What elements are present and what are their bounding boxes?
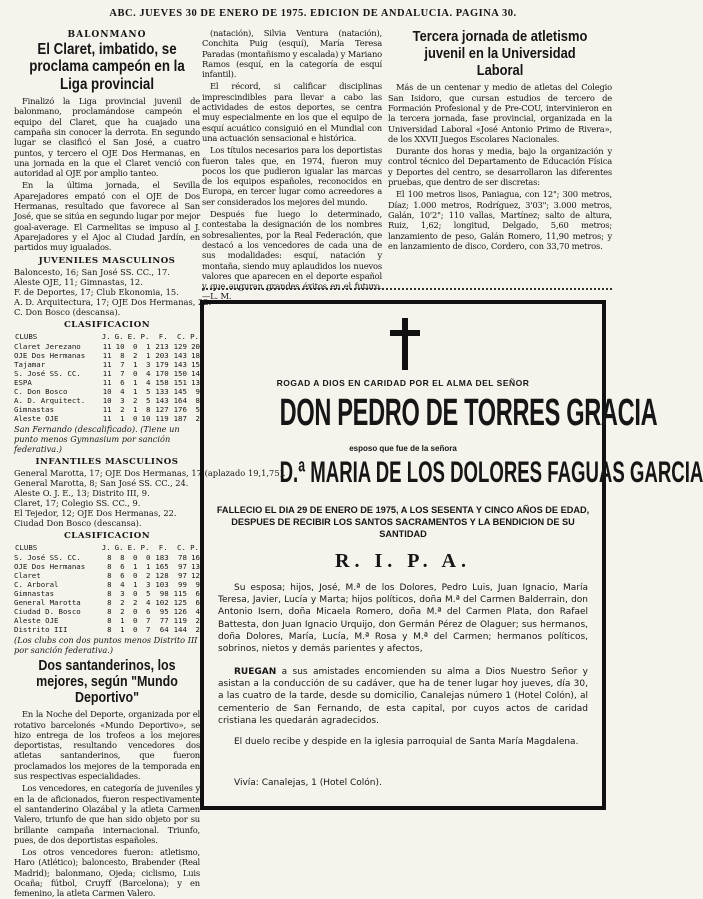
spouse-name: D.ª MARIA DE LOS DOLORES FAGUAS GARCIA xyxy=(279,456,703,489)
deceased-name: DON PEDRO DE TORRES GRACIA xyxy=(279,392,658,434)
table-cell: 143 xyxy=(155,395,169,405)
result-line: Aleste O. J. E., 13; Distrito III, 9. xyxy=(14,487,150,498)
section-divider xyxy=(202,288,612,296)
table-cell: 2 xyxy=(133,350,138,360)
table-cell: 143 xyxy=(173,350,187,360)
table-cell: 6 xyxy=(195,588,200,598)
table-cell: 115 xyxy=(173,588,187,598)
table-cell: 64 xyxy=(159,624,169,634)
cross-icon xyxy=(388,318,422,370)
table-cell: 1 xyxy=(133,386,138,396)
table-cell: 7 xyxy=(146,624,151,634)
table-header-cell: G. xyxy=(114,542,124,552)
funeral-request xyxy=(218,666,588,727)
table-cell: OJE Dos Hermanas xyxy=(14,350,86,360)
table-cell: Claret Jerezano xyxy=(14,341,81,351)
funeral-request-text: a sus amistades encomienden su alma a Dios Nuestro Señor y asistan a la conducción de su cadáver, que ha de tener lugar hoy jueves, día 30, a las cuatro de la tarde, desde su domicilio, Canalejas número 1 (Hotel Colón), al cementerio de San Fernando, de esta capital, por cuyos actos de caridad cristiana les quedarán agradecidos. xyxy=(218,667,588,726)
table-cell: 5 xyxy=(146,386,151,396)
table-cell: 2 xyxy=(133,395,138,405)
table-cell: Aleste OJE xyxy=(14,413,59,423)
headline-atletismo: Tercera jornada de atletismo juvenil en la Universidad Laboral xyxy=(412,28,588,79)
table-cell: 187 xyxy=(173,413,187,423)
table-cell: 8 xyxy=(107,561,112,571)
table-cell: 4 xyxy=(146,368,151,378)
table-cell: 16 xyxy=(191,552,200,562)
table-cell: 1 xyxy=(146,341,151,351)
table-cell: 2 xyxy=(146,570,151,580)
table-row xyxy=(14,369,200,378)
table-cell: 1 xyxy=(133,579,138,589)
table-cell: 1 xyxy=(146,561,151,571)
table-cell: 170 xyxy=(155,368,169,378)
table-cell: C. Don Bosco xyxy=(14,386,68,396)
table2-note: (Los clubs con dos puntos menos Distrito III por sanción federativa.) xyxy=(14,634,198,655)
article-paragraph: El récord, si calificar disciplinas imprescindibles para llevar a cabo las actividades de estos deportes, se centra muy especialmente en los que el equipo de esquí acuático consiguió en el Mundial con una actuación sensacional e histórica. xyxy=(202,81,382,143)
table-row xyxy=(14,580,200,589)
table-cell: 3 xyxy=(146,579,151,589)
table-header-cell: E. xyxy=(127,542,137,552)
table-cell: 164 xyxy=(173,395,187,405)
table-cell: 0 xyxy=(133,588,138,598)
table-cell: 6 xyxy=(120,561,125,571)
table-cell: 4 xyxy=(120,386,125,396)
table-cell: 0 xyxy=(146,552,151,562)
table-cell: S. José SS. CC. xyxy=(14,368,81,378)
obituary-prayer-line: ROGAD A DIOS EN CARIDAD POR EL ALMA DEL SEÑOR xyxy=(276,378,530,388)
table-cell: 7 xyxy=(120,368,125,378)
table-cell: 98 xyxy=(159,588,169,598)
table-cell: 10 xyxy=(141,413,151,423)
table-cell: 77 xyxy=(159,615,169,625)
table-row xyxy=(14,616,200,625)
table-row xyxy=(14,553,200,562)
table-cell: 3 xyxy=(120,395,125,405)
table-cell: 11 xyxy=(102,341,112,351)
table-header-cell: P. xyxy=(140,331,150,341)
table-header-cell: J. xyxy=(101,331,111,341)
table-cell: 97 xyxy=(178,561,187,571)
table-header-cell: E. xyxy=(127,331,137,341)
table-cell: Tajamar xyxy=(14,359,46,369)
article-paragraph: Más de un centenar y medio de atletas del Colegio San Isidoro, que cursan estudios de tercero de Formación Profesional y de Pre-COU, intervinieron en la tercera jornada, fase provincial, organizada en la Universidad Laboral «José Antonio Primo de Rivera», de los XXVII Juegos Escolares Nacionales. xyxy=(388,82,612,144)
table-cell: 1 xyxy=(133,359,138,369)
table1-title: CLASIFICACION xyxy=(63,319,151,330)
table-cell: 8 xyxy=(107,624,112,634)
result-line: Baloncesto, 16; San José SS. CC., 17. xyxy=(14,266,170,277)
table-row xyxy=(14,351,200,360)
table-cell: 18 xyxy=(191,350,200,360)
table-cell: 13 xyxy=(191,377,200,387)
table-cell: 11 xyxy=(102,404,112,414)
table-cell: 143 xyxy=(173,359,187,369)
table-cell: 203 xyxy=(155,350,169,360)
table-cell: 10 xyxy=(102,395,112,405)
table-header-cell: C. xyxy=(177,542,186,552)
ripa-line: R. I. P. A. xyxy=(335,550,471,572)
spouse-intro: esposo que fue de la señora xyxy=(349,444,457,453)
section-kicker: BALONMANO xyxy=(67,30,147,40)
table-cell: 11 xyxy=(102,377,112,387)
article-paragraph: En la Noche del Deporte, organizada por el rotativo barcelonés «Mundo Deportivo», se hizo entrega de los trofeos a los mejores deportistas, resultando vencedores dos atletas santanderinos, que fueron proclamados los mejores de la temporada en sus respectivas especialidades. xyxy=(14,709,200,782)
table-cell: Claret xyxy=(14,570,41,580)
table-cell: 1 xyxy=(120,624,125,634)
table-header-cell: F. xyxy=(158,331,168,341)
table-header-cell: F. xyxy=(158,542,168,552)
table-cell: 99 xyxy=(178,579,187,589)
article-paragraph: Después fue luego lo determinado, contestaba la designación de los nombres sobresalientes, por la Real Federación, que destacó a los vencedores de cada una de sus modalidades: esquí, natación y montaña, siendo muy aplaudidos los nuevos valores que aparecen en el deporte español y que auguran grandes éxitos en el futuro. —L. M. xyxy=(202,209,382,302)
juvenil-title: JUVENILES MASCULINOS xyxy=(38,255,176,266)
table-cell: 5 xyxy=(146,588,151,598)
table-cell: 1 xyxy=(133,377,138,387)
table-cell: 15 xyxy=(191,359,200,369)
table-row xyxy=(14,589,200,598)
table-cell: 2 xyxy=(120,597,125,607)
table-cell: 0 xyxy=(133,615,138,625)
table-cell: 95 xyxy=(159,606,169,616)
table-cell: OJE Dos Hermanas xyxy=(14,561,86,571)
table-cell: 1 xyxy=(120,615,125,625)
article-paragraph: El 100 metros lisos, Paniagua, con 12"; 300 metros, Díaz; 1.000 metros, Rodríguez, 3'03"; 3.000 metros, Galán, 10'2"; 110 vallas, Martínez; salto de altura, Ruiz, 1,62; longitud, Delgado, 5,60 metros; lanzamiento de peso, Galán Romero, 11,90 metros; y en lanzamiento de disco, Cordero, con 33,70 metros. xyxy=(388,189,612,251)
table-cell: 0 xyxy=(133,624,138,634)
result-line: Ciudad Don Bosco (descansa). xyxy=(14,517,142,528)
table-cell: 11 xyxy=(102,350,112,360)
table-row xyxy=(14,387,200,396)
table-cell: 8 xyxy=(120,552,125,562)
table-cell: 11 xyxy=(102,359,112,369)
article-paragraph: Durante dos horas y media, bajo la organización y control técnico del Departamento de Educación Física y Deportes del centro, se desarrollaron las diferentes pruebas, que dentro de ser discretas: xyxy=(388,146,612,188)
mourning-notice: El duelo recibe y despide en la iglesia parroquial de Santa María Magdalena. xyxy=(234,737,579,747)
table-cell: 3 xyxy=(146,359,151,369)
table-cell: 8 xyxy=(107,588,112,598)
table-cell: 4 xyxy=(146,597,151,607)
table-cell: 126 xyxy=(173,606,187,616)
table-row xyxy=(14,571,200,580)
table-row xyxy=(14,414,200,423)
article-paragraph: Los otros vencedores fueron: atletismo, Haro (Atlético); baloncesto, Brabender (Real Madrid); balonmano, Ojeda; ciclismo, Luis Ocaña; fútbol, Cruyff (Barcelona); y en femenino, la atleta Carmen Valero. xyxy=(14,847,200,899)
table-header-cell: P. xyxy=(140,542,150,552)
table-cell: 4 xyxy=(195,606,200,616)
table-cell: 5 xyxy=(146,395,151,405)
table-cell: 6 xyxy=(146,606,151,616)
table-cell: 5 xyxy=(195,404,200,414)
family-list: Su esposa; hijos, José, M.ª de los Dolores, Pedro Luis, Juan Ignacio, María Teresa, Javier, Lucía y Marta; hijos políticos, doña M.ª del Carmen Balderrain, don Antonio Isern, doña Micaela Romero, doña M.ª del Carmen Plata, don Rafael Battesta, don Juan Ignacio Urquijo, don Germán Pérez de Olaguer; sus hermanos, doña Dolores, María, Lucía, M.ª Rosa y M.ª del Carmen; hermanos políticos, sobrinos, nietos y demás parientes y afectos, xyxy=(218,583,588,655)
result-line: El Tejedor, 12; OJE Dos Hermanas, 22. xyxy=(14,507,177,518)
table-cell: 0 xyxy=(133,341,138,351)
table-cell: 1 xyxy=(133,561,138,571)
table-cell: 103 xyxy=(155,579,169,589)
infantil-title: INFANTILES MASCULINOS xyxy=(35,456,179,467)
table-cell: 8 xyxy=(107,606,112,616)
table-cell: 97 xyxy=(178,570,187,580)
table-cell: S. José SS. CC. xyxy=(14,552,81,562)
table-cell: 11 xyxy=(102,413,112,423)
table-cell: 145 xyxy=(173,386,187,396)
table-cell: 0 xyxy=(133,552,138,562)
table-cell: 125 xyxy=(173,597,187,607)
table-cell: 128 xyxy=(155,570,169,580)
result-line: A. D. Arquitectura, 17; OJE Dos Hermanas, 22. xyxy=(14,296,212,307)
table-row xyxy=(14,378,200,387)
table-cell: 8 xyxy=(107,615,112,625)
table-cell: 20 xyxy=(191,341,200,351)
table-cell: 102 xyxy=(155,597,169,607)
table-cell: 4 xyxy=(146,377,151,387)
table-header-cell: P. xyxy=(190,542,199,552)
table-cell: 10 xyxy=(115,341,125,351)
table-cell: 6 xyxy=(195,597,200,607)
table-cell: 2 xyxy=(195,615,200,625)
table-cell: 2 xyxy=(120,404,125,414)
table-cell: 13 xyxy=(191,561,200,571)
table-cell: 0 xyxy=(133,368,138,378)
table-cell: 8 xyxy=(195,395,200,405)
table-cell: 2 xyxy=(195,413,200,423)
table-cell: 158 xyxy=(155,377,169,387)
table-cell: 8 xyxy=(107,570,112,580)
table-row xyxy=(14,625,200,634)
column-sports-middle xyxy=(202,28,382,300)
table-cell: 10 xyxy=(102,386,112,396)
result-line: General Marotta, 17; OJE Dos Hermanas, 17 (aplazado 19,1,75). xyxy=(14,467,286,478)
article-paragraph: (natación), Silvia Ventura (natación), Conchita Puig (esquí), María Teresa Paradas (montañismo y escalada) y Mariano Ramos (esquí, en la categoría de esquí infantil). xyxy=(202,28,382,80)
standings-table-juvenil xyxy=(14,331,200,423)
table-cell: 8 xyxy=(107,579,112,589)
table-cell: 150 xyxy=(173,368,187,378)
table-cell: 8 xyxy=(107,597,112,607)
table-cell: 151 xyxy=(173,377,187,387)
result-line: Claret, 17; Colegio SS. CC., 9. xyxy=(14,497,141,508)
table-cell: Gimnastas xyxy=(14,404,55,414)
table-cell: 183 xyxy=(155,552,169,562)
table-cell: 7 xyxy=(120,359,125,369)
table1-note: San Fernando (descalificado). (Tiene un punto menos Gymnasium por sanción federativa.) xyxy=(14,423,180,454)
table-cell: 0 xyxy=(133,570,138,580)
table2-title: CLASIFICACION xyxy=(63,530,151,541)
table-row xyxy=(14,360,200,369)
table-cell: 176 xyxy=(173,404,187,414)
table-cell: 3 xyxy=(120,588,125,598)
column-athletics xyxy=(388,28,612,300)
table-cell: 0 xyxy=(133,606,138,616)
table-cell: 129 xyxy=(173,341,187,351)
table-cell: 119 xyxy=(173,615,187,625)
result-line: General Marotta, 8; San José SS. CC., 24. xyxy=(14,477,189,488)
table-row xyxy=(14,562,200,571)
table-row xyxy=(14,342,200,351)
table-cell: 119 xyxy=(155,413,169,423)
table-header-cell: G. xyxy=(114,331,124,341)
result-line: F. de Deportes, 17; Club Ekonomia, 15. xyxy=(14,286,179,297)
table-header-cell: CLUBS xyxy=(15,542,38,552)
table-cell: Ciudad D. Bosco xyxy=(14,606,81,616)
table-cell: 1 xyxy=(146,350,151,360)
result-line: Aleste OJE, 11; Gimnastas, 12. xyxy=(14,276,143,287)
table-cell: 11 xyxy=(102,368,112,378)
death-notice: FALLECIO EL DIA 29 DE ENERO DE 1975, A LOS SESENTA Y CINCO AÑOS DE EDAD, DESPUES DE RECIBIR LOS SANTOS SACRAMENTOS Y LA BENDICION DE SU SANTIDAD xyxy=(216,505,590,539)
table-cell: 14 xyxy=(191,368,200,378)
table-row xyxy=(14,607,200,616)
table-cell: 179 xyxy=(155,359,169,369)
standings-table-infantil xyxy=(14,542,200,634)
table-cell: 12 xyxy=(191,570,200,580)
article-paragraph: Los títulos necesarios para los deportistas fueron tales que, en 1974, fueron muy pocos los que pudieron igualar las marcas de los equipos españoles, reconocidos en Europa, en tercer lugar como acreedores a ser considerados los mejores del mundo. xyxy=(202,145,382,207)
table-header-cell: J. xyxy=(101,542,111,552)
table-cell: 0 xyxy=(133,413,138,423)
table-cell: 1 xyxy=(120,413,125,423)
table-cell: 144 xyxy=(173,624,187,634)
table-row xyxy=(14,396,200,405)
table-cell: 8 xyxy=(107,552,112,562)
residence-address: Vivía: Canalejas, 1 (Hotel Colón). xyxy=(234,778,382,788)
table-cell: 213 xyxy=(155,341,169,351)
article-paragraph: En la última jornada, el Sevilla Aparejadores empató con el OJE de Dos Hermanas, resultado que favorece al San José, que se sitúa en segundo lugar por mejor goal-average. El Carmelitas se impuso al J. Aparejadores y el Ajoc al Ciudad Jardín, en partidos muy igualados. xyxy=(14,180,200,253)
table-cell: 7 xyxy=(146,615,151,625)
table-header-cell: CLUBS xyxy=(15,331,38,341)
table-cell: 2 xyxy=(120,606,125,616)
table-row xyxy=(14,405,200,414)
table-cell: 4 xyxy=(120,579,125,589)
table-cell: 1 xyxy=(133,404,138,414)
table-cell: Distrito III xyxy=(14,624,68,634)
table-cell: Aleste OJE xyxy=(14,615,59,625)
result-line: C. Don Bosco (descansa). xyxy=(14,306,121,317)
table-cell: 9 xyxy=(195,386,200,396)
ruegan-label: RUEGAN xyxy=(234,667,277,677)
headline-claret: El Claret, imbatido, se proclama campeón en la Liga provincial xyxy=(29,41,185,93)
table-cell: C. Arboral xyxy=(14,579,59,589)
table-cell: 8 xyxy=(146,404,151,414)
table-cell: ESPA xyxy=(14,377,32,387)
table-cell: A. D. Arquitect. xyxy=(14,395,86,405)
page-header: ABC. JUEVES 30 DE ENERO DE 1975. EDICION DE ANDALUCIA. PAGINA 30. xyxy=(109,8,517,19)
table-cell: 133 xyxy=(155,386,169,396)
table-cell: 9 xyxy=(195,579,200,589)
table-cell: 127 xyxy=(155,404,169,414)
table-cell: 78 xyxy=(178,552,187,562)
table-cell: 8 xyxy=(120,350,125,360)
table-header-cell: C. xyxy=(177,331,186,341)
table-cell: Gimnastas xyxy=(14,588,55,598)
article-paragraph: Finalizó la Liga provincial juvenil de balonmano, proclamándose campeón el equipo del Claret, que ha cuajado una campaña sin conocer la derrota. En segundo lugar se clasificó el San José, a cuatro puntos, y tercero el OJE Dos Hermanas, en una jornada en la que el Claret venció con autoridad al OJE por amplio tanteo. xyxy=(14,96,200,179)
table-cell: 165 xyxy=(155,561,169,571)
obituary-notice xyxy=(200,300,703,810)
table-header-cell: P. xyxy=(190,331,199,341)
article-paragraph: Los vencedores, en categoría de juveniles y en la de aficionados, fueron respectivamente el santanderino Olazábal y la atleta Carmen Valero, triunfo de que han sido objeto por su brillante campaña internacional. Triunfo, pues, de dos deportistas españoles. xyxy=(14,783,200,845)
headline-santanderinos: Dos santanderinos, los mejores, según "Mundo Deportivo" xyxy=(36,657,178,706)
table-cell: 6 xyxy=(120,570,125,580)
table-row xyxy=(14,598,200,607)
table-cell: General Marotta xyxy=(14,597,81,607)
table-cell: 6 xyxy=(120,377,125,387)
table-cell: 2 xyxy=(133,597,138,607)
table-cell: 2 xyxy=(195,624,200,634)
